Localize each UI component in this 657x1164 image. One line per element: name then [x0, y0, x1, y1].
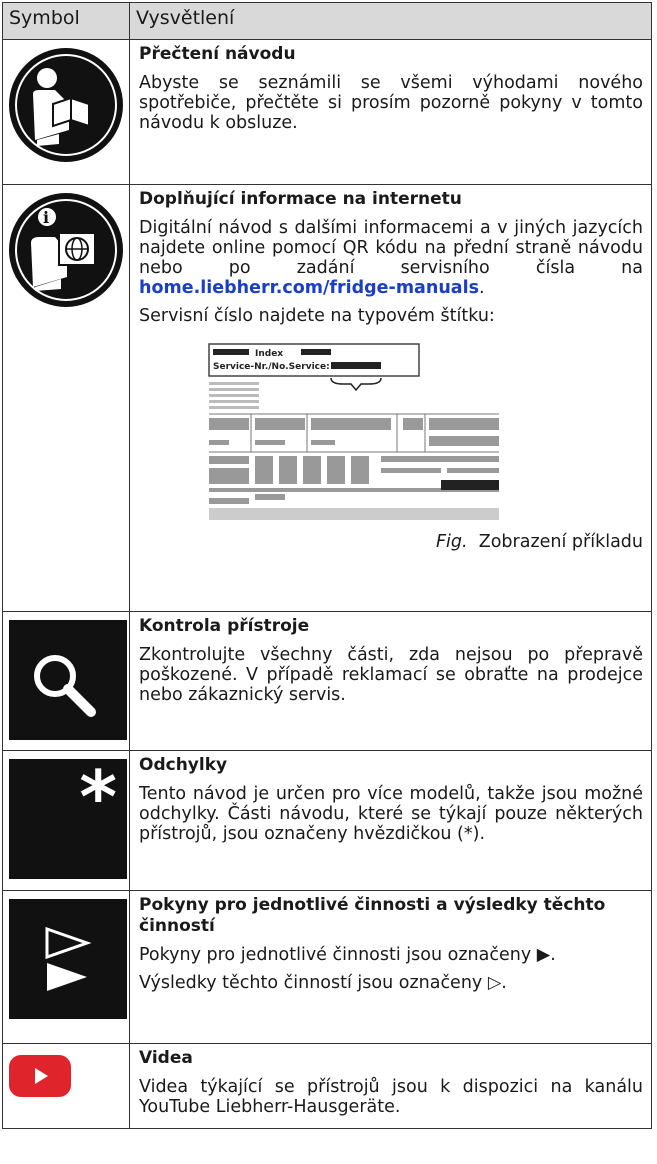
symbol-cell [3, 1044, 130, 1129]
figure-label: Fig. [435, 532, 468, 552]
svg-text:i: i [43, 208, 50, 227]
read-manual-icon [9, 48, 123, 162]
type-plate-illustration [205, 338, 505, 528]
explanation-cell [130, 612, 652, 751]
figure-caption [139, 532, 643, 552]
asterisk-icon: * [9, 759, 127, 879]
table-row [3, 891, 652, 1044]
row-text [139, 218, 643, 298]
online-info-icon [9, 193, 123, 307]
symbol-cell [3, 40, 130, 185]
plate-index-label: Index [255, 349, 284, 359]
header-explanation: Vysvětlení [130, 3, 652, 40]
symbol-cell [3, 612, 130, 751]
row-text-part: . [479, 278, 485, 298]
action-triangles-icon [9, 899, 127, 1019]
row-title: Přečtení návodu [139, 44, 296, 64]
youtube-icon [9, 1055, 71, 1097]
table-row [3, 40, 652, 185]
explanation-cell [130, 1044, 652, 1129]
row-text: Tento návod je určen pro více modelů, takže jsou možné odchylky. Části návodu, které se týkají pouze některých přístrojů, jsou označeny hvězdičkou (*). [139, 784, 643, 844]
symbol-cell [3, 891, 130, 1044]
table-row [3, 1044, 652, 1129]
symbol-table [2, 2, 652, 1129]
row-title: Doplňující informace na internetu [139, 189, 462, 209]
manuals-link[interactable]: home.liebherr.com/fridge-manuals [139, 278, 480, 298]
row-title: Odchylky [139, 755, 228, 775]
figure-caption-text: Zobrazení příkladu [478, 532, 643, 552]
row-text-secondary: Výsledky těchto činností jsou označeny ▷. [139, 973, 507, 993]
explanation-cell [130, 751, 652, 891]
explanation-cell [130, 891, 652, 1044]
row-text-secondary: Servisní číslo najdete na typovém štítku: [139, 306, 495, 326]
row-title: Videa [139, 1048, 193, 1068]
explanation-cell [130, 40, 652, 185]
table-row [3, 185, 652, 612]
table-row [3, 751, 652, 891]
symbol-cell [3, 751, 130, 891]
row-title: Kontrola přístroje [139, 616, 310, 636]
plate-service-label: Service-Nr./No.Service: [213, 362, 330, 372]
magnifier-icon [9, 620, 127, 740]
row-text: Zkontrolujte všechny části, zda nejsou po přepravě poškozené. V případě reklamací se obraťte na prodejce nebo zákaznický servis. [139, 645, 643, 705]
header-symbol: Symbol [3, 3, 130, 40]
table-row [3, 612, 652, 751]
symbol-cell [3, 185, 130, 612]
row-text-part: Digitální návod s dalšími informacemi a v jiných jazycích najdete online pomocí QR kódu na přední straně návodu nebo po zadání servisního čísla na [139, 218, 643, 278]
row-text: Pokyny pro jednotlivé činnosti jsou označeny ▶. [139, 945, 556, 965]
row-title: Pokyny pro jednotlivé činnosti a výsledky těchto činností [139, 895, 606, 936]
row-text: Abyste se seznámili se všemi výhodami nového spotřebiče, přečtěte si prosím pozorně pokyny v tomto návodu k obsluze. [139, 73, 643, 133]
explanation-cell [130, 185, 652, 612]
row-text: Videa týkající se přístrojů jsou k dispozici na kanálu YouTube Liebherr-Hausgeräte. [139, 1077, 643, 1117]
table-header-row [3, 3, 652, 40]
